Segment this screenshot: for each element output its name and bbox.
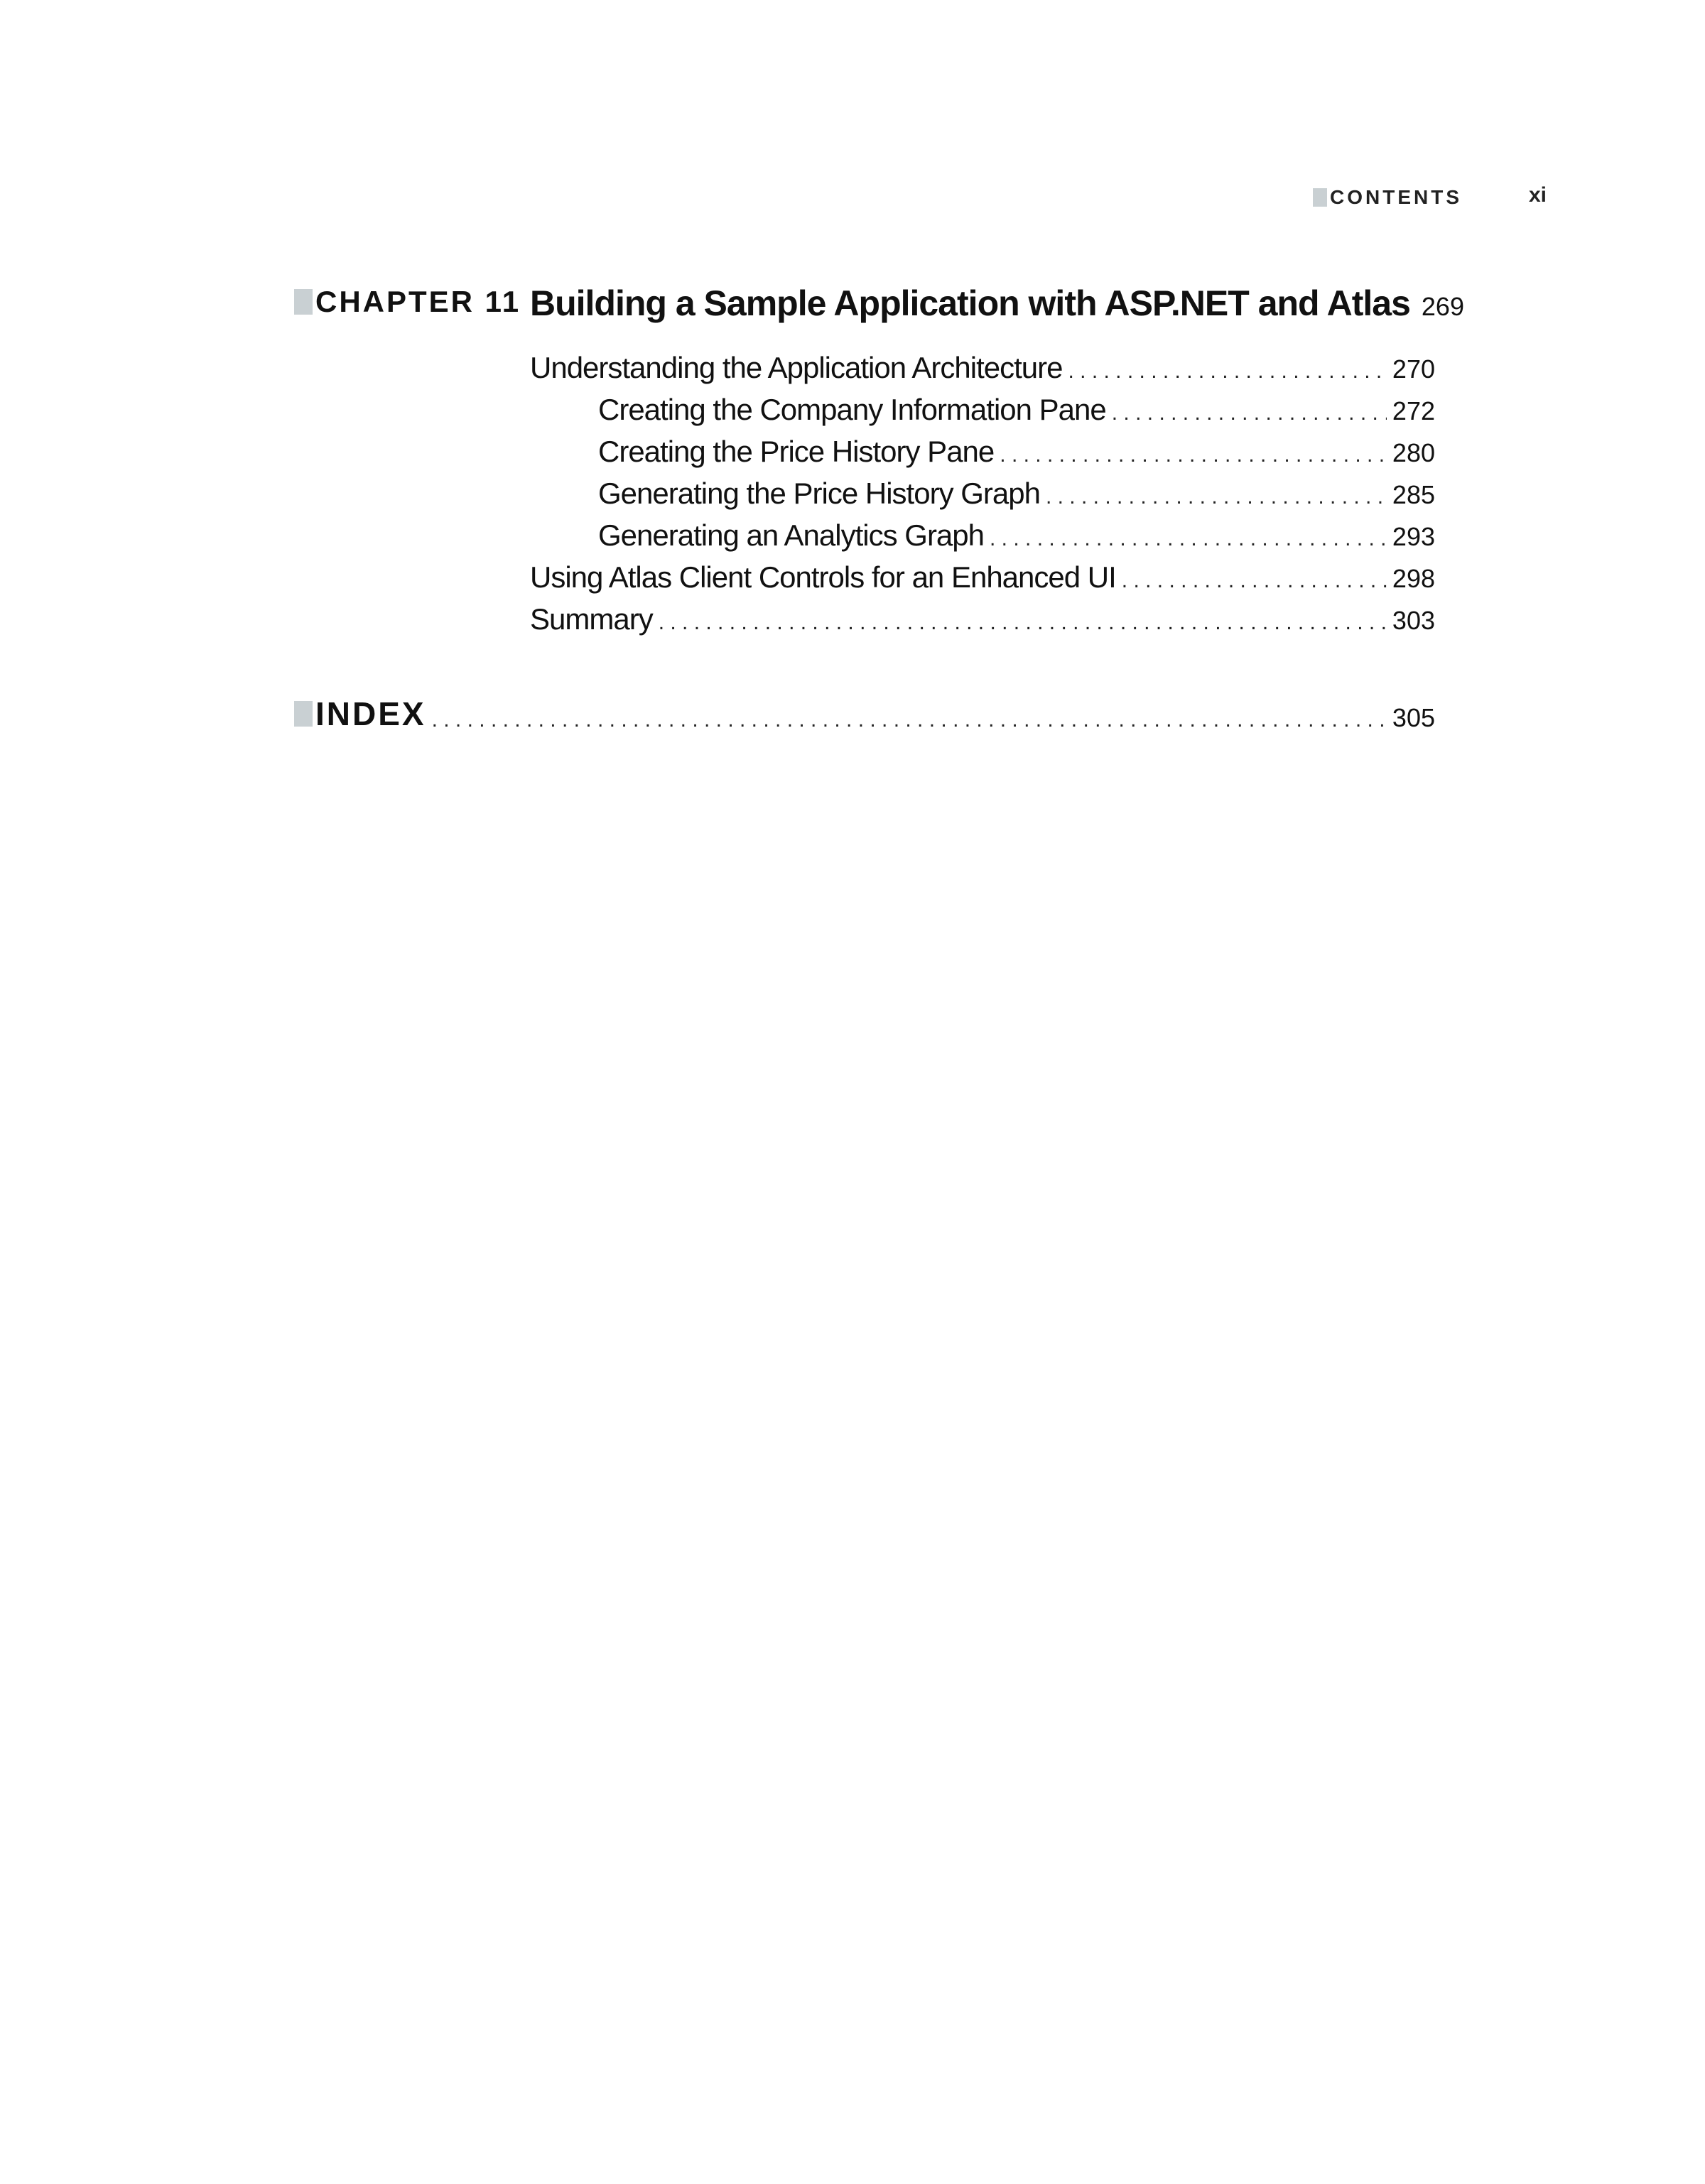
toc-entry[interactable]	[598, 435, 1435, 469]
toc-entry-title: Generating an Analytics Graph	[598, 518, 985, 552]
dot-leader	[1000, 443, 1387, 467]
toc-entry-page: 270	[1392, 354, 1435, 384]
index-label	[294, 695, 426, 733]
toc-entry[interactable]	[530, 351, 1435, 385]
chapter-label	[294, 287, 521, 317]
chapter-title: Building a Sample Application with ASP.NET and Atlas	[530, 283, 1410, 323]
toc-chapter-entry[interactable]	[530, 283, 1464, 324]
toc-entry-title: Using Atlas Client Controls for an Enhanced UI	[530, 560, 1116, 594]
running-head-text: CONTENTS	[1330, 186, 1462, 208]
index-page: 305	[1392, 703, 1435, 732]
dot-leader	[1046, 485, 1387, 509]
toc-entry[interactable]	[598, 518, 1435, 553]
toc-entry-page: 272	[1392, 396, 1435, 425]
dot-leader	[432, 708, 1387, 732]
chapter-page: 269	[1421, 292, 1464, 321]
toc-entry-page: 280	[1392, 438, 1435, 467]
toc-entry-title: Creating the Price History Pane	[598, 435, 995, 468]
toc-entry[interactable]	[598, 477, 1435, 511]
dot-leader	[659, 611, 1387, 635]
toc-entry[interactable]	[598, 393, 1435, 427]
toc-entry-title: Generating the Price History Graph	[598, 477, 1040, 510]
toc-entry-page: 285	[1392, 480, 1435, 509]
page-number: xi	[1529, 183, 1547, 207]
index-marker-icon	[294, 701, 313, 727]
dot-leader	[1068, 359, 1387, 384]
toc-entry-title: Creating the Company Information Pane	[598, 393, 1106, 426]
toc-entry-page: 293	[1392, 522, 1435, 551]
toc-entry-page: 298	[1392, 564, 1435, 593]
dot-leader	[1112, 401, 1387, 425]
toc-index-entry[interactable]	[294, 695, 1435, 733]
chapter-label-text: CHAPTER 11	[315, 285, 521, 318]
toc-entry-title: Summary	[530, 602, 653, 636]
dot-leader	[990, 527, 1387, 551]
dot-leader	[1122, 569, 1387, 593]
chapter-marker-icon	[294, 289, 313, 315]
section-marker-icon	[1313, 188, 1327, 207]
toc-entry-title: Understanding the Application Architecture	[530, 351, 1063, 384]
toc-entry[interactable]	[530, 560, 1435, 594]
running-head	[1313, 186, 1462, 209]
toc-entry-page: 303	[1392, 606, 1435, 635]
index-label-text: INDEX	[315, 695, 426, 732]
toc-entry[interactable]	[530, 602, 1435, 636]
